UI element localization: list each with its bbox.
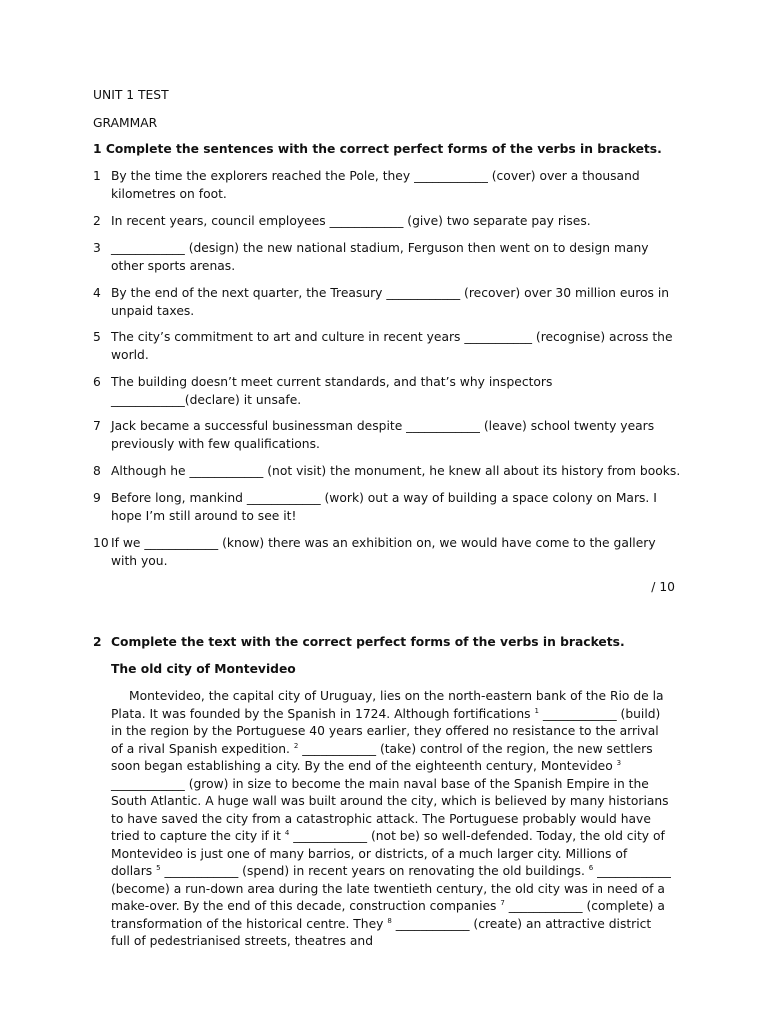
gap-number-4: 4 [284,828,290,837]
exercise1-item-7 [93,418,683,453]
passage-segment: ____________ (complete) a transformation of the historical centre. They [111,899,665,931]
passage-segment: ____________ (create) an attractive district full of pedestrianised streets, theatres and [111,916,652,948]
passage-segment: Montevideo, the capital city of Uruguay, lies on the north-eastern bank of the Rio de la Plata. It was founded by the Spanish in 1724. Although fortifications [111,689,664,721]
item-text: The building doesn’t meet current standards, and that’s why inspectors ____________(declare) it unsafe. [111,375,553,407]
gap-number-1: 1 [534,706,539,715]
gap-number-7: 7 [500,898,505,907]
item-number: 1 [93,169,101,183]
item-text: By the end of the next quarter, the Treasury ____________ (recover) over 30 million euros in unpaid taxes. [111,286,670,318]
passage-text [111,688,671,951]
item-text: Although he ____________ (not visit) the monument, he knew all about its history from books. [111,464,681,478]
passage-segment: ____________ (grow) in size to become the main naval base of the Spanish Empire in the South Atlantic. A huge wall was built around the city, which is believed by many historians to have saved the city from a catastrophic attack. The Portuguese probably would have tried to capture the city if it [111,776,669,843]
item-text: Before long, mankind ____________ (work) out a way of building a space colony on Mars. I hope I’m still around to see it! [111,491,657,523]
passage-segment: ____________ (take) control of the region, the new settlers soon began establishing a city. By the end of the eighteenth century, Montevideo [111,741,653,773]
item-text: In recent years, council employees ____________ (give) two separate pay rises. [111,214,591,228]
item-text: ____________ (design) the new national stadium, Ferguson then went on to design many other sports arenas. [111,241,649,273]
item-number: 10 [93,536,109,550]
unit-title: UNIT 1 TEST [93,88,169,102]
item-number: 3 [93,241,101,255]
item-text: Jack became a successful businessman despite ____________ (leave) school twenty years previously with few qualifications. [111,419,655,451]
gap-number-5: 5 [156,863,161,872]
exercise1-item-4 [93,285,683,320]
gap-number-3: 3 [616,758,622,767]
item-number: 4 [93,286,101,300]
item-number: 8 [93,464,101,478]
item-number: 9 [93,491,101,505]
exercise1-score: / 10 [651,580,675,594]
exercise2-instruction-text: Complete the text with the correct perfect forms of the verbs in brackets. [111,635,625,649]
exercise1-item-2 [93,213,683,231]
exercise1-item-5 [93,329,683,364]
exercise1-item-1 [93,168,683,203]
gap-number-8: 8 [387,916,392,925]
exercise1-item-6 [93,374,683,409]
passage-segment: ____________ (become) a run-down area during the late twentieth century, the old city was in need of a make-over. By the end of this decade, construction companies [111,864,671,913]
passage-segment: ____________ (build) in the region by the Portuguese 40 years earlier, they offered no resistance to the arrival of a rival Spanish expedition. [111,706,661,756]
passage-segment: ____________ (spend) in recent years on renovating the old buildings. [160,864,589,878]
exercise1-instruction: 1 Complete the sentences with the correct perfect forms of the verbs in brackets. [93,142,662,156]
exercise1-item-8 [93,463,683,481]
exercise1-item-10 [93,535,683,570]
passage-title: The old city of Montevideo [111,662,296,676]
exercise1-item-3 [93,240,683,275]
item-number: 7 [93,419,101,433]
item-text: The city’s commitment to art and culture in recent years ___________ (recognise) across the world. [111,330,673,362]
passage-segment: ____________ (not be) so well-defended. Today, the old city of Montevideo is just one of many barrios, or districts, of a much larger city. Millions of dollars [111,829,665,878]
exercise1-item-9 [93,490,683,525]
item-number: 6 [93,375,101,389]
gap-number-2: 2 [293,741,299,750]
item-text: If we ____________ (know) there was an exhibition on, we would have come to the gallery with you. [111,536,656,568]
item-number: 5 [93,330,101,344]
gap-number-6: 6 [588,863,594,872]
section-heading: GRAMMAR [93,116,158,130]
item-number: 2 [93,214,101,228]
item-text: By the time the explorers reached the Pole, they ____________ (cover) over a thousand kilometres on foot. [111,169,640,201]
exercise2-number: 2 [93,635,102,649]
exercise2-instruction [93,634,683,652]
